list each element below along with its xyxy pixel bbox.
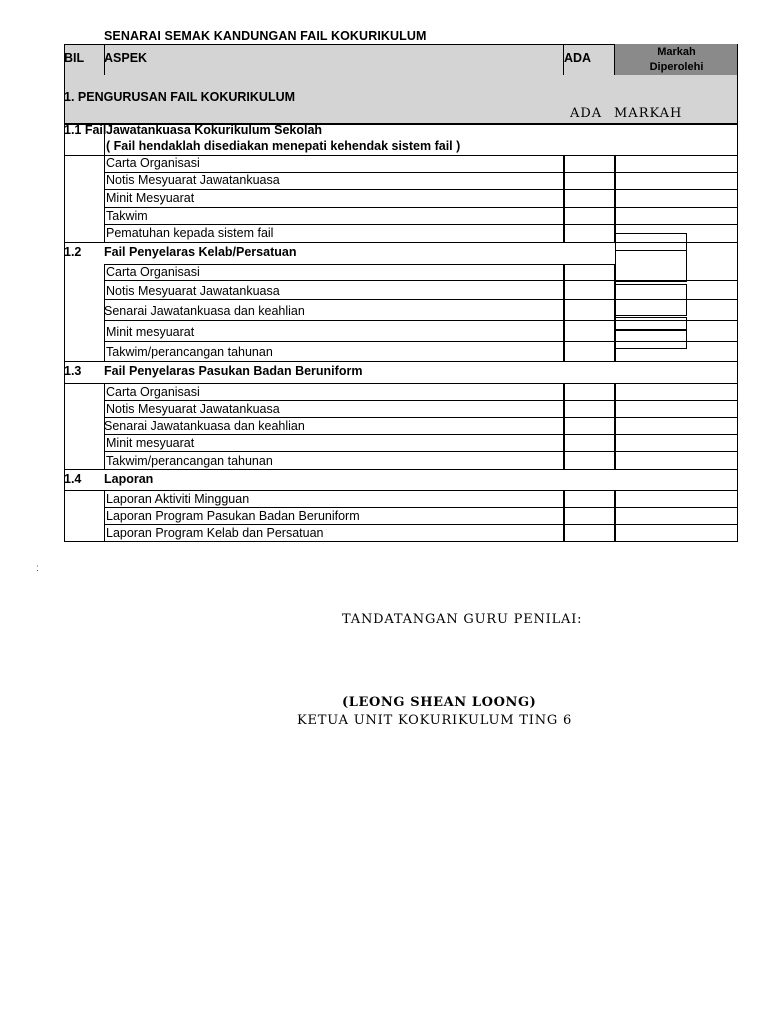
markah-box[interactable]: [615, 330, 687, 349]
header-markah-cell: [615, 44, 738, 75]
list-item: Minit mesyuarat: [106, 436, 195, 450]
list-item: Carta Organisasi: [106, 156, 200, 170]
list-item: Notis Mesyuarat Jawatankuasa: [106, 402, 280, 416]
signatory-name: (LEONG SHEAN LOONG): [342, 695, 537, 710]
list-item: Laporan Aktiviti Mingguan: [106, 492, 250, 506]
list-item: Notis Mesyuarat Jawatankuasa: [106, 173, 280, 187]
markah-box[interactable]: [615, 317, 687, 330]
list-item: Carta Organisasi: [106, 385, 200, 399]
group-subtitle: ( Fail hendaklah disediakan menepati kehendak sistem fail ): [106, 139, 461, 153]
group-number: 1.4: [64, 472, 82, 486]
ada-label: ADA: [570, 106, 603, 121]
header-ada: ADA: [564, 51, 592, 65]
header-bil: BIL: [64, 51, 85, 65]
markah-box[interactable]: [615, 250, 687, 282]
group-title: Fail Penyelaras Kelab/Persatuan: [104, 245, 297, 259]
list-item: Pematuhan kepada sistem fail: [106, 226, 274, 240]
group-number: 1.1 Fail: [64, 123, 107, 137]
stray-mark: :: [36, 563, 39, 574]
list-item: Notis Mesyuarat Jawatankuasa: [106, 284, 280, 298]
header-aspek: ASPEK: [104, 51, 148, 65]
list-item: Takwim/perancangan tahunan: [106, 345, 273, 359]
list-item: Carta Organisasi: [106, 265, 200, 279]
signature-label: TANDATANGAN GURU PENILAI:: [342, 612, 583, 627]
group-title: Laporan: [104, 472, 154, 486]
list-item: Senarai Jawatankuasa dan keahlian: [104, 419, 305, 433]
group-number: 1.2: [64, 245, 82, 259]
section-heading: 1. PENGURUSAN FAIL KOKURIKULUM: [64, 90, 296, 104]
list-item: Minit Mesyuarat: [106, 191, 195, 205]
markah-box[interactable]: [615, 233, 687, 251]
group-number: 1.3: [64, 364, 82, 378]
group-title: Jawatankuasa Kokurikulum Sekolah: [106, 123, 323, 137]
list-item: Laporan Program Kelab dan Persatuan: [106, 526, 324, 540]
signatory-role: KETUA UNIT KOKURIKULUM TING 6: [297, 713, 573, 728]
header-markah-line1: Markah: [657, 46, 696, 58]
list-item: Takwim: [106, 209, 148, 223]
header-markah-line2: Diperolehi: [649, 61, 704, 73]
list-item: Takwim/perancangan tahunan: [106, 454, 273, 468]
markah-label: MARKAH: [614, 106, 683, 121]
markah-box[interactable]: [615, 284, 687, 316]
list-item: Laporan Program Pasukan Badan Beruniform: [106, 509, 360, 523]
list-item: Minit mesyuarat: [106, 325, 195, 339]
group-title: Fail Penyelaras Pasukan Badan Beruniform: [104, 364, 363, 378]
document-title: SENARAI SEMAK KANDUNGAN FAIL KOKURIKULUM: [104, 29, 427, 43]
list-item: Senarai Jawatankuasa dan keahlian: [104, 304, 305, 318]
